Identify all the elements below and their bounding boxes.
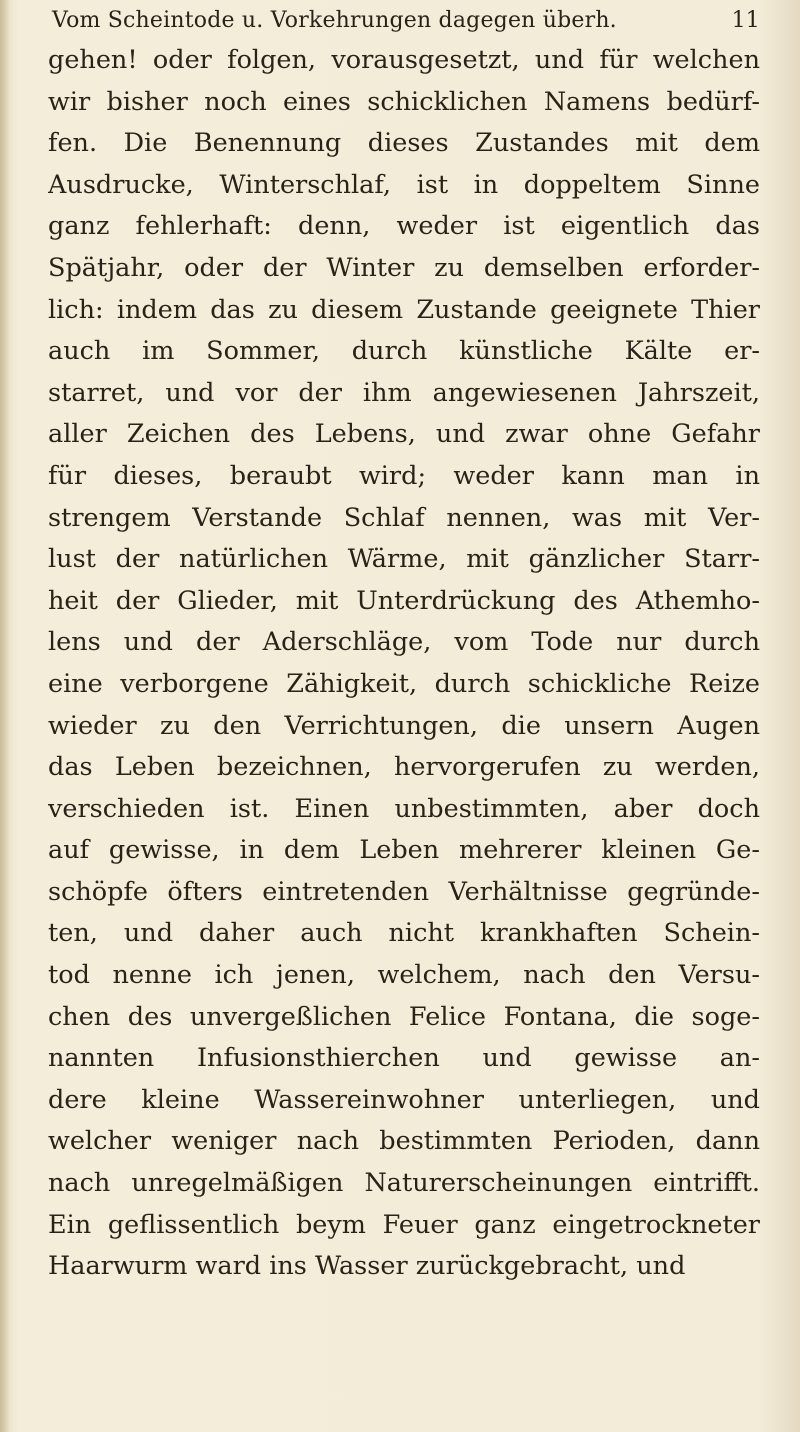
text-line: ganz fehlerhaft: denn, weder ist eigentlich das [48, 211, 760, 242]
text-line: Haarwurm ward ins Wasser zurückgebracht, und [48, 1251, 686, 1282]
text-line: lens und der Aderschläge, vom Tode nur durch [48, 627, 760, 658]
text-line: strengem Verstande Schlaf nennen, was mit Ver- [48, 502, 760, 533]
body-text [48, 40, 760, 1288]
text-line: Ein geflissentlich beym Feuer ganz eingetrockneter [48, 1209, 760, 1240]
text-line: welcher weniger nach bestimmten Perioden, dann [48, 1126, 760, 1157]
text-line: gehen! oder folgen, vorausgesetzt, und für welchen [48, 45, 760, 75]
running-title: Vom Scheintode u. Vorkehrungen dagegen überh. [52, 8, 617, 33]
text-line: nach unregelmäßigen Naturerscheinungen eintrifft. [48, 1168, 760, 1199]
text-line: schöpfe öfters eintretenden Verhältnisse gegründe- [48, 876, 760, 907]
text-line: für dieses, beraubt wird; weder kann man in [48, 460, 760, 491]
text-line: fen. Die Benennung dieses Zustandes mit dem [48, 128, 760, 159]
text-line: wieder zu den Verrichtungen, die unsern Augen [48, 710, 760, 741]
text-line: heit der Glieder, mit Unterdrückung des Athemho- [48, 585, 760, 616]
text-line: tod nenne ich jenen, welchem, nach den Versu- [48, 960, 760, 991]
page-number: 11 [731, 8, 760, 33]
text-line: aller Zeichen des Lebens, und zwar ohne Gefahr [48, 419, 760, 450]
text-line: das Leben bezeichnen, hervorgerufen zu werden, [48, 752, 760, 783]
text-line: wir bisher noch eines schicklichen Namens bedürf- [48, 86, 760, 117]
text-line: eine verborgene Zähigkeit, durch schickliche Reize [48, 668, 760, 699]
text-line: Spätjahr, oder der Winter zu demselben erforder- [48, 252, 760, 283]
text-line: lich: indem das zu diesem Zustande geeignete Thier [48, 294, 760, 325]
page-header [52, 6, 760, 40]
text-line: nannten Infusionsthierchen und gewisse an- [48, 1043, 760, 1074]
text-line: chen des unvergeßlichen Felice Fontana, die soge- [48, 1001, 760, 1032]
text-line: ten, und daher auch nicht krankhaften Schein- [48, 918, 760, 949]
text-line: lust der natürlichen Wärme, mit gänzlicher Starr- [48, 544, 760, 575]
text-line: auch im Sommer, durch künstliche Kälte er- [48, 336, 760, 367]
text-line: Ausdrucke, Winterschlaf, ist in doppeltem Sinne [48, 169, 760, 200]
binding-shadow [0, 0, 10, 1432]
text-line: verschieden ist. Einen unbestimmten, aber doch [48, 793, 760, 824]
text-line: auf gewisse, in dem Leben mehrerer kleinen Ge- [48, 835, 760, 866]
text-line: dere kleine Wassereinwohner unterliegen, und [48, 1084, 760, 1115]
text-line: starret, und vor der ihm angewiesenen Jahrszeit, [48, 377, 760, 408]
